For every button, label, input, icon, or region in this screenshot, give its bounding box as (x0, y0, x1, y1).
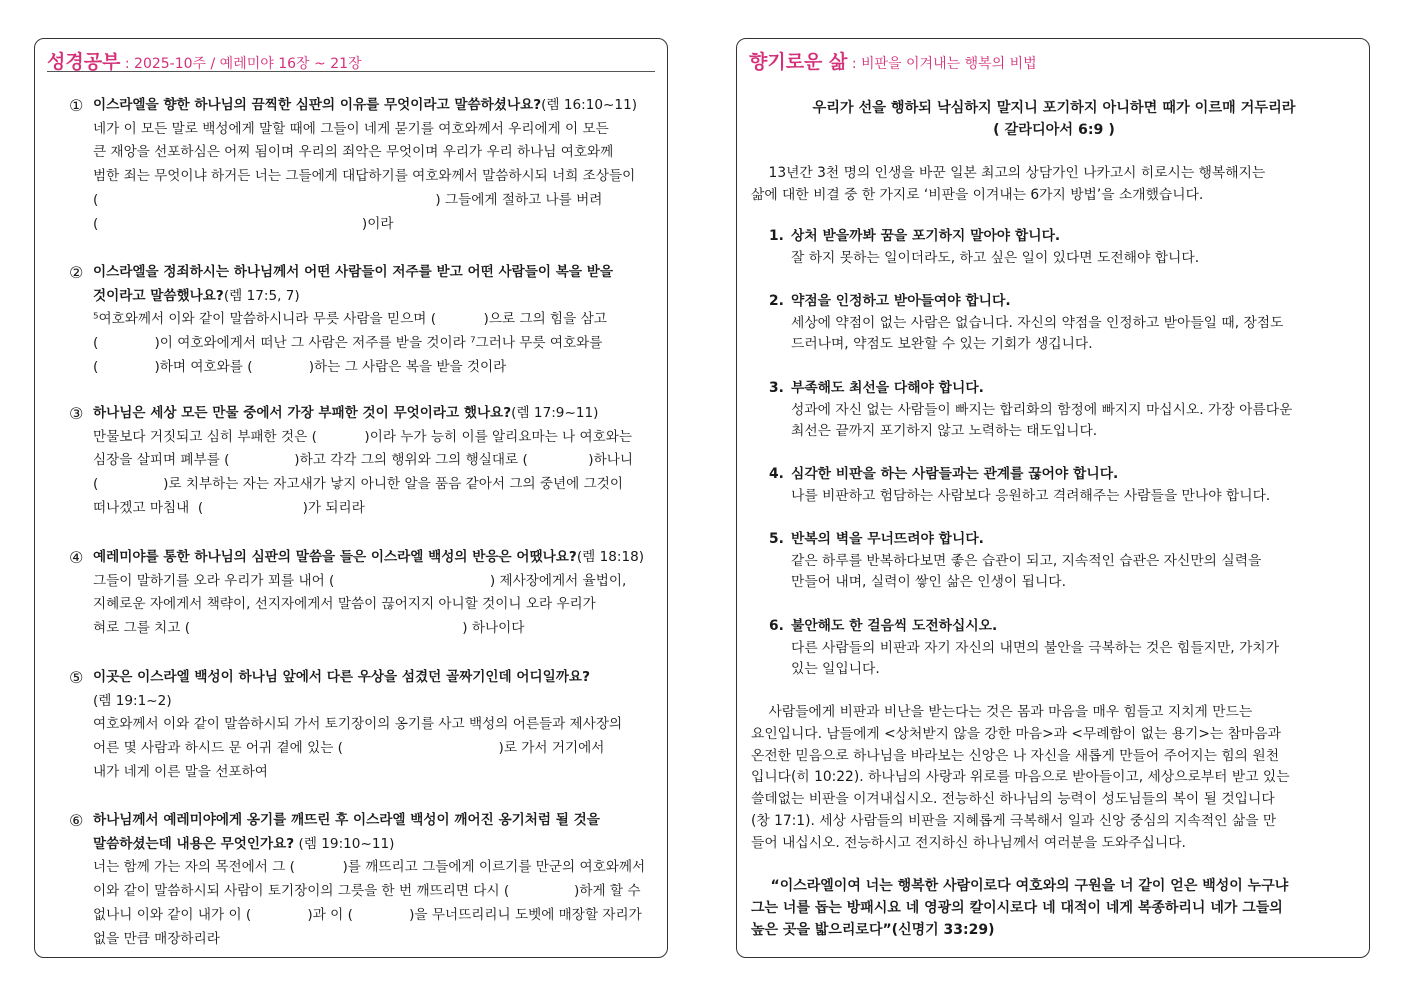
tip-title: 심각한 비판을 하는 사람들과는 관계를 끊어야 합니다. (791, 466, 1119, 482)
bible-study-header (47, 47, 362, 74)
question-4 (69, 546, 655, 641)
question-reference: (렘 17:5, 7) (223, 287, 300, 304)
passage-line: 어른 몇 사람과 하시드 문 어귀 곁에 있는 ( )로 가서 거기에서 (93, 740, 605, 757)
question-title-continued (69, 285, 655, 309)
header-divider (47, 71, 655, 72)
tip-description: 나를 비판하고 험담하는 사람보다 응원하고 격려해주는 사람들을 만나야 합니다. (791, 487, 1271, 504)
tip-title: 불안해도 한 걸음씩 도전하십시오. (791, 618, 998, 634)
tip-description: 다른 사람들의 비판과 자기 자신의 내면의 불안을 극복하는 것은 힘들지만, 가치가 (791, 639, 1280, 656)
passage-line: 혀로 그를 치고 ( ) 하나이다 (93, 620, 525, 637)
passage-line: 떠나겠고 마침내 ( )가 되리라 (93, 499, 365, 516)
tip-item-4 (769, 464, 1357, 507)
question-reference: (렘 18:18) (576, 549, 645, 565)
question-1 (69, 94, 655, 236)
question-6 (69, 809, 655, 951)
closing-line: 입니다(히 10:22). 하나님의 사랑과 위로를 마음으로 받아들이고, 세상으로부터 받고 있는 (751, 769, 1290, 786)
tip-description: 있는 일입니다. (791, 661, 880, 678)
question-passage (69, 856, 655, 951)
question-passage (69, 308, 655, 379)
passage-line: (렘 19:1~2) (93, 692, 172, 709)
passage-line: 이와 같이 말씀하시되 사람이 토기장이의 그릇을 한 번 깨뜨리면 다시 ( )하게 할 수 (93, 883, 641, 900)
tip-description: 드러나며, 약점도 보완할 수 있는 기회가 생깁니다. (791, 336, 1093, 353)
passage-line: 없을 만큼 매장하리라 (93, 930, 220, 947)
passage-line: ( )이 여호와에게서 떠난 그 사람은 저주를 받을 것이라 ⁷그러나 무릇 여호와를 (93, 335, 603, 352)
intro-line: 삶에 대한 비결 중 한 가지로 ‘비판을 이겨내는 6가지 방법’을 소개했습니다. (751, 187, 1204, 203)
question-title-continued (69, 833, 655, 857)
fragrant-life-subtitle: : 비판을 이겨내는 행복의 비법 (847, 56, 1037, 72)
closing-line: (창 17:1). 세상 사람들의 비판을 지혜롭게 극복해서 일과 신앙 중심의 지속적인 삶을 만 (751, 812, 1277, 829)
question-2 (69, 261, 655, 380)
passage-line: 그들이 말하기를 오라 우리가 꾀를 내어 ( ) 제사장에게서 율법이, (93, 572, 627, 589)
verse-line: 우리가 선을 행하되 낙심하지 말지니 포기하지 아니하면 때가 이르매 거두리라 (812, 100, 1296, 116)
tip-description: 같은 하루를 반복하다보면 좋은 습관이 되고, 지속적인 습관은 자신만의 실력을 (791, 552, 1262, 569)
passage-line: 만물보다 거짓되고 심히 부패한 것은 ( )이라 누가 능히 이를 알리요마는 나 여호와는 (93, 428, 633, 445)
tip-title: 약점을 인정하고 받아들여야 합니다. (791, 293, 1011, 309)
question-title-line2: 말씀하셨는데 내용은 무엇인가요? (93, 835, 295, 852)
passage-line: 내가 네게 이른 말을 선포하여 (93, 763, 268, 780)
question-number: ② (69, 263, 84, 282)
tip-description: 세상에 약점이 없는 사람은 없습니다. 자신의 약점을 인정하고 받아들일 때, 장점도 (791, 314, 1284, 331)
passage-line: 심장을 살피며 폐부를 ( )하고 각각 그의 행위와 그의 행실대로 ( )하나니 (93, 452, 633, 469)
bible-study-panel (34, 38, 668, 958)
question-passage (69, 570, 655, 641)
tip-title: 반복의 벽을 무너뜨려야 합니다. (791, 531, 984, 547)
closing-line: 쓸데없는 비판을 이겨내십시오. 전능하신 하나님의 능력이 성도님들의 복이 될 것입니다 (751, 791, 1275, 808)
closing-verse-line: 높은 곳을 밟으리로다”(신명기 33:29) (751, 922, 995, 938)
closing-line: 사람들에게 비판과 비난을 받는다는 것은 몸과 마음을 매우 힘들고 지치게 만드는 (751, 704, 1253, 720)
passage-line: 너는 함께 가는 자의 목전에서 그 ( )를 깨뜨리고 그들에게 이르기를 만군의 여호와께서 (93, 859, 646, 876)
question-number: ⑤ (69, 668, 84, 687)
question-title: 하나님은 세상 모든 만물 중에서 가장 부패한 것이 무엇이라고 했나요? (93, 405, 512, 421)
question-reference: (렘 17:9~11) (511, 405, 599, 421)
question-title: 이곳은 이스라엘 백성이 하나님 앞에서 다른 우상을 섬겼던 골짜기인데 어디일까요? (93, 669, 590, 685)
passage-line: ( )로 치부하는 자는 자고새가 낳지 아니한 알을 품음 같아서 그의 중년에 그것이 (93, 476, 624, 493)
question-passage (69, 118, 655, 237)
question-title: 하나님께서 예레미야에게 옹기를 깨뜨린 후 이스라엘 백성이 깨어진 옹기처럼 될 것을 (93, 812, 600, 828)
bible-study-title: 성경공부 (47, 51, 121, 73)
question-number: ⑥ (69, 811, 84, 830)
passage-line: ( )이라 (93, 215, 394, 232)
tip-item-6 (769, 616, 1357, 681)
fragrant-life-panel (736, 38, 1370, 958)
question-title: 이스라엘을 정죄하시는 하나님께서 어떤 사람들이 저주를 받고 어떤 사람들이 복을 받을 (93, 264, 614, 280)
tip-number: 1. (769, 228, 784, 244)
passage-line: ( ) 그들에게 절하고 나를 버려 (93, 191, 603, 208)
tip-number: 2. (769, 293, 784, 309)
closing-line: 들어 내십시오. 전능하시고 전지하신 하나님께서 여러분을 도와주십니다. (751, 834, 1186, 851)
question-title-line2: 것이라고 말씀했나요? (93, 287, 224, 304)
passage-line: ( )하며 여호와를 ( )하는 그 사람은 복을 받을 것이라 (93, 358, 507, 375)
question-passage (69, 690, 655, 785)
tip-description: 잘 하지 못하는 일이더라도, 하고 싶은 일이 있다면 도전해야 합니다. (791, 249, 1200, 266)
question-reference: (렘 19:10~11) (294, 835, 395, 852)
passage-line: 범한 죄는 무엇이냐 하거든 너는 그들에게 대답하기를 여호와께서 말씀하시되 너희 조상들이 (93, 168, 636, 185)
closing-line: 온전한 믿음으로 하나님을 바라보는 신앙은 나 자신을 새롭게 만들어 주어지는 힘의 원천 (751, 747, 1280, 764)
bible-study-subtitle: : 2025-10주 / 예레미야 16장 ~ 21장 (120, 56, 362, 72)
intro-line: 13년간 3천 명의 인생을 바꾼 일본 최고의 상담가인 나카고시 히로시는 행복해지는 (751, 165, 1266, 181)
tip-description: 만들어 내며, 실력이 쌓인 삶은 인생이 됩니다. (791, 574, 1066, 591)
verse-reference: ( 갈라디아서 6:9 ) (993, 122, 1115, 138)
tip-number: 5. (769, 531, 784, 547)
tip-description: 최선은 끝까지 포기하지 않고 노력하는 태도입니다. (791, 423, 1098, 440)
question-title: 이스라엘을 향한 하나님의 끔찍한 심판의 이유를 무엇이라고 말씀하셨나요? (93, 97, 542, 113)
passage-line: ⁵여호와께서 이와 같이 말씀하시니라 무릇 사람을 믿으며 ( )으로 그의 힘을 삼고 (93, 311, 607, 328)
tip-item-2 (769, 291, 1357, 356)
tip-item-5 (769, 529, 1357, 594)
tip-number: 4. (769, 466, 784, 482)
passage-line: 네가 이 모든 말로 백성에게 말할 때에 그들이 네게 묻기를 여호와께서 우리에게 이 모든 (93, 120, 609, 137)
fragrant-life-title: 향기로운 삶 (749, 51, 848, 73)
closing-verse (751, 875, 1357, 941)
question-reference: (렘 16:10~11) (541, 97, 638, 113)
tip-item-1 (769, 226, 1357, 269)
question-5 (69, 666, 655, 785)
closing-verse-line: 그는 너를 돕는 방패시요 네 영광의 칼이시로다 네 대적이 네게 복종하리니 네가 그들의 (751, 900, 1283, 916)
question-number: ① (69, 96, 84, 115)
theme-verse (757, 97, 1351, 141)
closing-line: 요인입니다. 남들에게 <상처받지 않을 강한 마음>과 <무례함이 없는 용기>는 참마음과 (751, 725, 1281, 742)
question-3 (69, 402, 655, 521)
passage-line: 없나니 이와 같이 내가 이 ( )과 이 ( )을 무너뜨리리니 도벳에 매장할 자리가 (93, 906, 642, 923)
closing-verse-line: “이스라엘이여 너는 행복한 사람이로다 여호와의 구원을 너 같이 얻은 백성이 누구냐 (751, 878, 1289, 894)
tip-description: 성과에 자신 없는 사람들이 빠지는 합리화의 함정에 빠지지 마십시오. 가장 아름다운 (791, 401, 1293, 418)
intro-paragraph (751, 162, 1357, 206)
question-passage (69, 426, 655, 521)
question-title: 예레미야를 통한 하나님의 심판의 말씀을 들은 이스라엘 백성의 반응은 어땠나요? (93, 549, 577, 565)
passage-line: 여호와께서 이와 같이 말씀하시되 가서 토기장이의 옹기를 사고 백성의 어른들과 제사장의 (93, 716, 623, 733)
question-number: ④ (69, 548, 84, 567)
closing-paragraph (751, 702, 1357, 855)
fragrant-life-header (749, 47, 1037, 74)
passage-line: 큰 재앙을 선포하심은 어찌 됨이며 우리의 죄악은 무엇이며 우리가 우리 하나님 여호와께 (93, 144, 614, 161)
tip-number: 6. (769, 618, 784, 634)
tip-number: 3. (769, 380, 784, 396)
passage-line: 지혜로운 자에게서 책략이, 선지자에게서 말씀이 끊어지지 아니할 것이니 오라 우리가 (93, 596, 596, 613)
question-number: ③ (69, 404, 84, 423)
tip-item-3 (769, 378, 1357, 443)
tip-title: 상처 받을까봐 꿈을 포기하지 말아야 합니다. (791, 228, 1061, 244)
tip-title: 부족해도 최선을 다해야 합니다. (791, 380, 984, 396)
